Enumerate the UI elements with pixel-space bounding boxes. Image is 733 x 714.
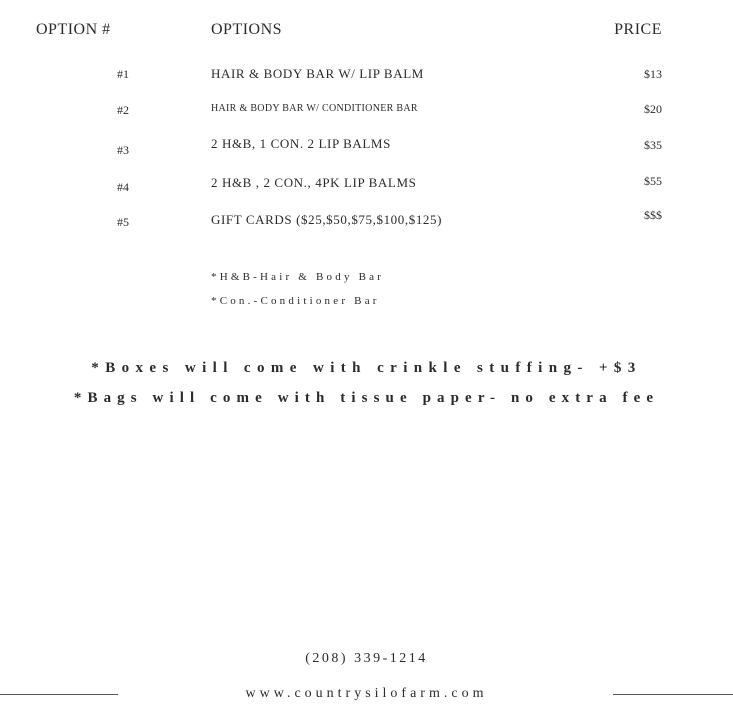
row-5-option: GIFT CARDS ($25,$50,$75,$100,$125) — [211, 212, 443, 227]
row-2-option: HAIR & BODY BAR W/ CONDITIONER BAR — [211, 103, 418, 114]
row-4-option: 2 H&B , 2 CON., 4PK LIP BALMS — [211, 175, 417, 190]
note-hb: *H&B-Hair & Body Bar — [211, 271, 385, 283]
row-1-number: #1 — [117, 67, 129, 81]
header-price: PRICE — [614, 21, 662, 38]
row-4-price: $55 — [644, 174, 662, 188]
note-con: *Con.-Conditioner Bar — [211, 295, 380, 307]
header-options: OPTIONS — [211, 21, 283, 38]
row-2-price: $20 — [644, 102, 662, 116]
packaging-bags-note: *Bags will come with tissue paper- no extra fee — [73, 390, 660, 406]
header-option-number: OPTION # — [36, 21, 111, 38]
row-2-number: #2 — [117, 103, 129, 117]
row-5-price: $$$ — [644, 208, 662, 222]
row-5-number: #5 — [117, 215, 129, 229]
row-1-price: $13 — [644, 67, 662, 81]
footer-website[interactable]: www.countrysilofarm.com — [245, 686, 488, 701]
row-1-option: HAIR & BODY BAR W/ LIP BALM — [211, 66, 424, 81]
row-3-price: $35 — [644, 138, 662, 152]
row-4-number: #4 — [117, 180, 129, 194]
row-3-option: 2 H&B, 1 CON. 2 LIP BALMS — [211, 136, 391, 151]
row-3-number: #3 — [117, 143, 129, 157]
packaging-boxes-note: *Boxes will come with crinkle stuffing- +$3 — [91, 360, 642, 376]
footer-right-rule — [613, 694, 733, 695]
footer-phone: (208) 339-1214 — [305, 651, 428, 666]
